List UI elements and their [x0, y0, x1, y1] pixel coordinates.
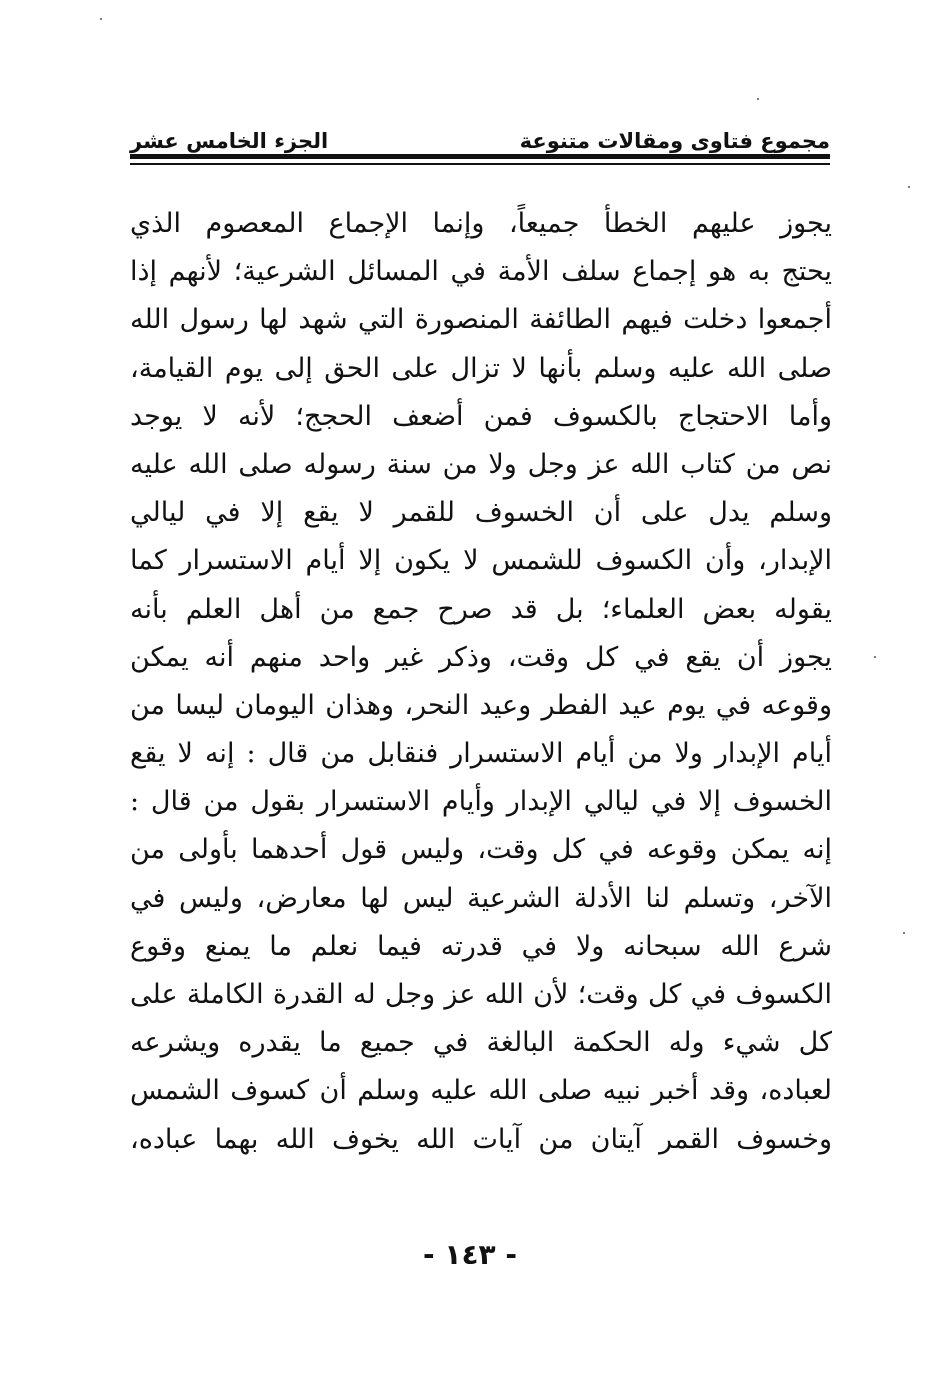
text-line: وخسوف القمر آيتان من آيات الله يخوف الله بهما عباده، — [130, 1123, 832, 1155]
text-line: يقوله بعض العلماء؛ بل قد صرح جمع من أهل العلم بأنه — [130, 593, 832, 625]
text-line: أيام الإبدار ولا من أيام الاستسرار فنقابل من قال : إنه لا يقع — [130, 738, 832, 770]
text-line: يحتج به هو إجماع سلف الأمة في المسائل الشرعية؛ لأنهم إذا — [130, 256, 832, 288]
scan-speck — [874, 656, 876, 658]
scan-speck — [903, 932, 905, 934]
text-line: شرع الله سبحانه ولا في قدرته فيما نعلم ما يمنع وقوع — [130, 930, 832, 962]
text-line: لعباده، وقد أخبر نبيه صلى الله عليه وسلم أن كسوف الشمس — [130, 1075, 832, 1107]
text-line: الخسوف إلا في ليالي الإبدار وأيام الاستسرار بقول من قال : — [130, 786, 832, 818]
text-line: أجمعوا دخلت فيهم الطائفة المنصورة التي شهد لها رسول الله — [130, 304, 832, 336]
text-line: الإبدار، وأن الكسوف للشمس لا يكون إلا أيام الاستسرار كما — [130, 545, 832, 577]
header-rule-thin — [130, 163, 830, 165]
page-number: - ١٤٣ - — [422, 1238, 518, 1271]
text-line: إنه يمكن وقوعه في كل وقت، وليس قول أحدهما بأولى من — [130, 834, 832, 866]
body-text — [130, 200, 832, 1164]
text-line: كل شيء وله الحكمة البالغة في جميع ما يقدره ويشرعه — [130, 1027, 832, 1059]
running-header — [130, 114, 830, 154]
scan-speck — [757, 98, 759, 100]
text-line: صلى الله عليه وسلم بأنها لا تزال على الحق إلى يوم القيامة، — [130, 352, 832, 384]
scan-speck — [100, 18, 102, 20]
book-title: مجموع فتاوى ومقالات متنوعة — [519, 128, 830, 153]
text-line: الآخر، وتسلم لنا الأدلة الشرعية ليس لها معارض، وليس في — [130, 882, 832, 914]
volume-label: الجزء الخامس عشر — [130, 128, 329, 153]
scan-speck — [908, 186, 910, 188]
text-line: وسلم يدل على أن الخسوف للقمر لا يقع إلا في ليالي — [130, 497, 832, 529]
header-rule-thick — [130, 154, 830, 159]
text-line: وقوعه في يوم عيد الفطر وعيد النحر، وهذان اليومان ليسا من — [130, 689, 832, 721]
text-line: الكسوف في كل وقت؛ لأن الله عز وجل له القدرة الكاملة على — [130, 979, 832, 1010]
text-line: نص من كتاب الله عز وجل ولا من سنة رسوله صلى الله عليه — [130, 448, 832, 480]
text-line: يجوز عليهم الخطأ جميعاً، وإنما الإجماع المعصوم الذي — [130, 208, 832, 239]
text-line: وأما الاحتجاج بالكسوف فمن أضعف الحجج؛ لأنه لا يوجد — [130, 400, 832, 432]
text-line: يجوز أن يقع في كل وقت، وذكر غير واحد منهم أنه يمكن — [130, 641, 832, 673]
